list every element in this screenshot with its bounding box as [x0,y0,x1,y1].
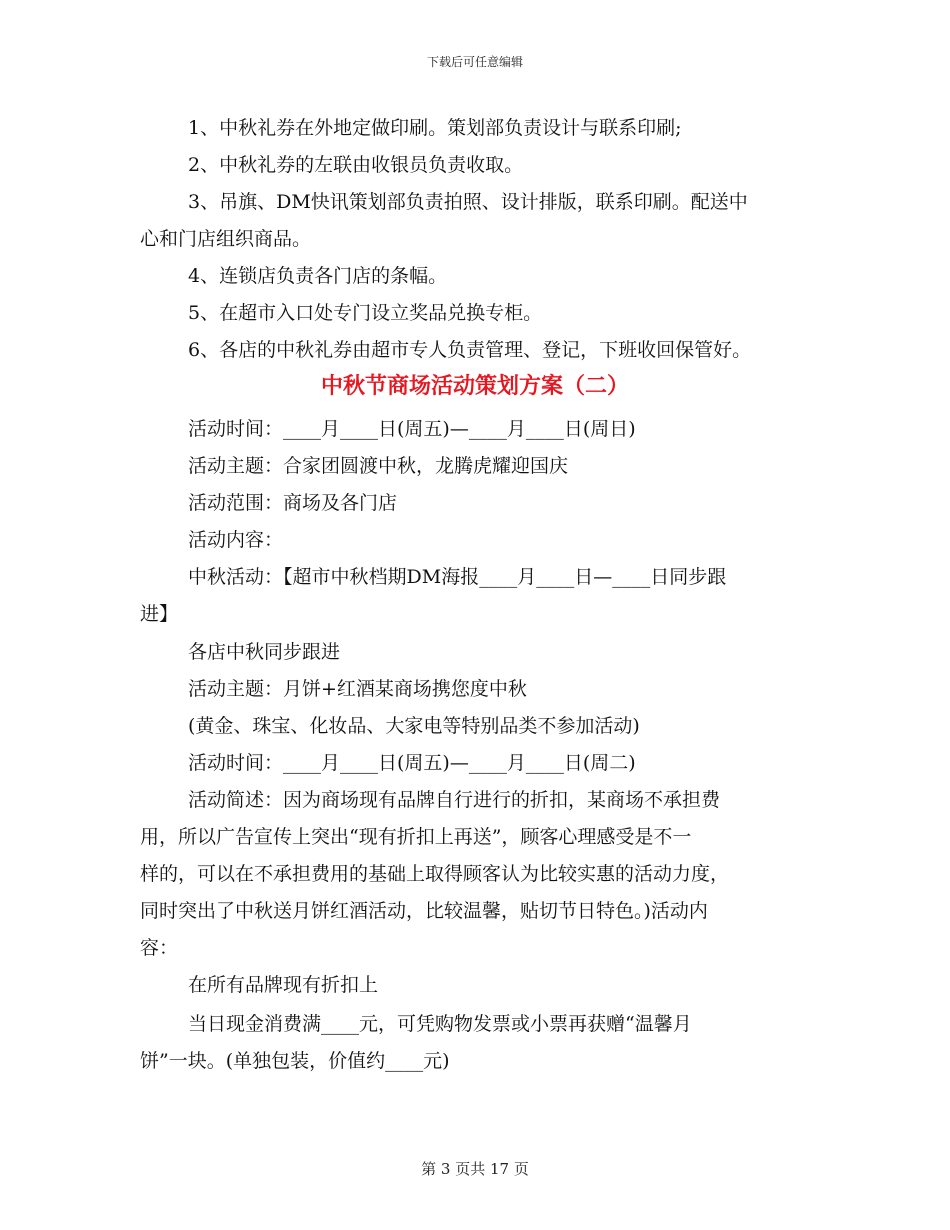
paragraph-line: 活动内容： [188,529,284,551]
paragraph-line: 饼”一块。(单独包装，价值约____元) [140,1050,450,1072]
paragraph-line: 中秋活动：【超市中秋档期DM海报____月____日—____日同步跟 [188,566,727,588]
paragraph-line: 4、连锁店负责各门店的条幅。 [188,265,448,287]
page-header: 下载后可任意编辑 [426,55,523,69]
paragraph-line: 5、在超市入口处专门设立奖品兑换专柜。 [188,302,543,324]
paragraph-line: 心和门店组织商品。 [140,228,312,250]
paragraph-line: (黄金、珠宝、化妆品、大家电等特别品类不参加活动) [188,715,640,737]
paragraph-line: 1、中秋礼券在外地定做印刷。策划部负责设计与联系印刷; [188,117,682,139]
paragraph-line: 用，所以广告宣传上突出“现有折扣上再送”，顾客心理感受是不一 [140,826,692,848]
paragraph-line: 2、中秋礼券的左联由收银员负责收取。 [188,154,524,176]
paragraph-line: 当日现金消费满____元，可凭购物发票或小票再获赠“温馨月 [188,1013,692,1035]
paragraph-line: 在所有品牌现有折扣上 [188,974,379,996]
paragraph-line: 进】 [140,603,179,625]
paragraph-line: 活动主题：月饼+红酒某商场携您度中秋 [188,678,527,700]
paragraph-line: 活动范围：商场及各门店 [188,492,398,514]
paragraph-line: 3、吊旗、DM快讯策划部负责拍照、设计排版，联系印刷。配送中 [188,191,748,213]
paragraph-line: 样的，可以在不承担费用的基础上取得顾客认为比较实惠的活动力度， [140,863,730,885]
page-footer: 第 3 页共 17 页 [421,1160,529,1178]
paragraph-line: 活动简述：因为商场现有品牌自行进行的折扣，某商场不承担费 [188,789,721,811]
paragraph-line: 容： [140,937,179,959]
paragraph-line: 活动时间：____月____日(周五)—____月____日(周二) [188,752,636,774]
paragraph-line: 6、各店的中秋礼券由超市专人负责管理、登记，下班收回保管好。 [188,339,752,361]
paragraph-line: 活动主题：合家团圆渡中秋，龙腾虎耀迎国庆 [188,455,569,477]
section-title: 中秋节商场活动策划方案（二） [320,373,629,399]
paragraph-line: 各店中秋同步跟进 [188,641,341,663]
paragraph-line: 同时突出了中秋送月饼红酒活动，比较温馨，贴切节日特色。)活动内 [140,900,708,922]
paragraph-line: 活动时间：____月____日(周五)—____月____日(周日) [188,418,636,440]
